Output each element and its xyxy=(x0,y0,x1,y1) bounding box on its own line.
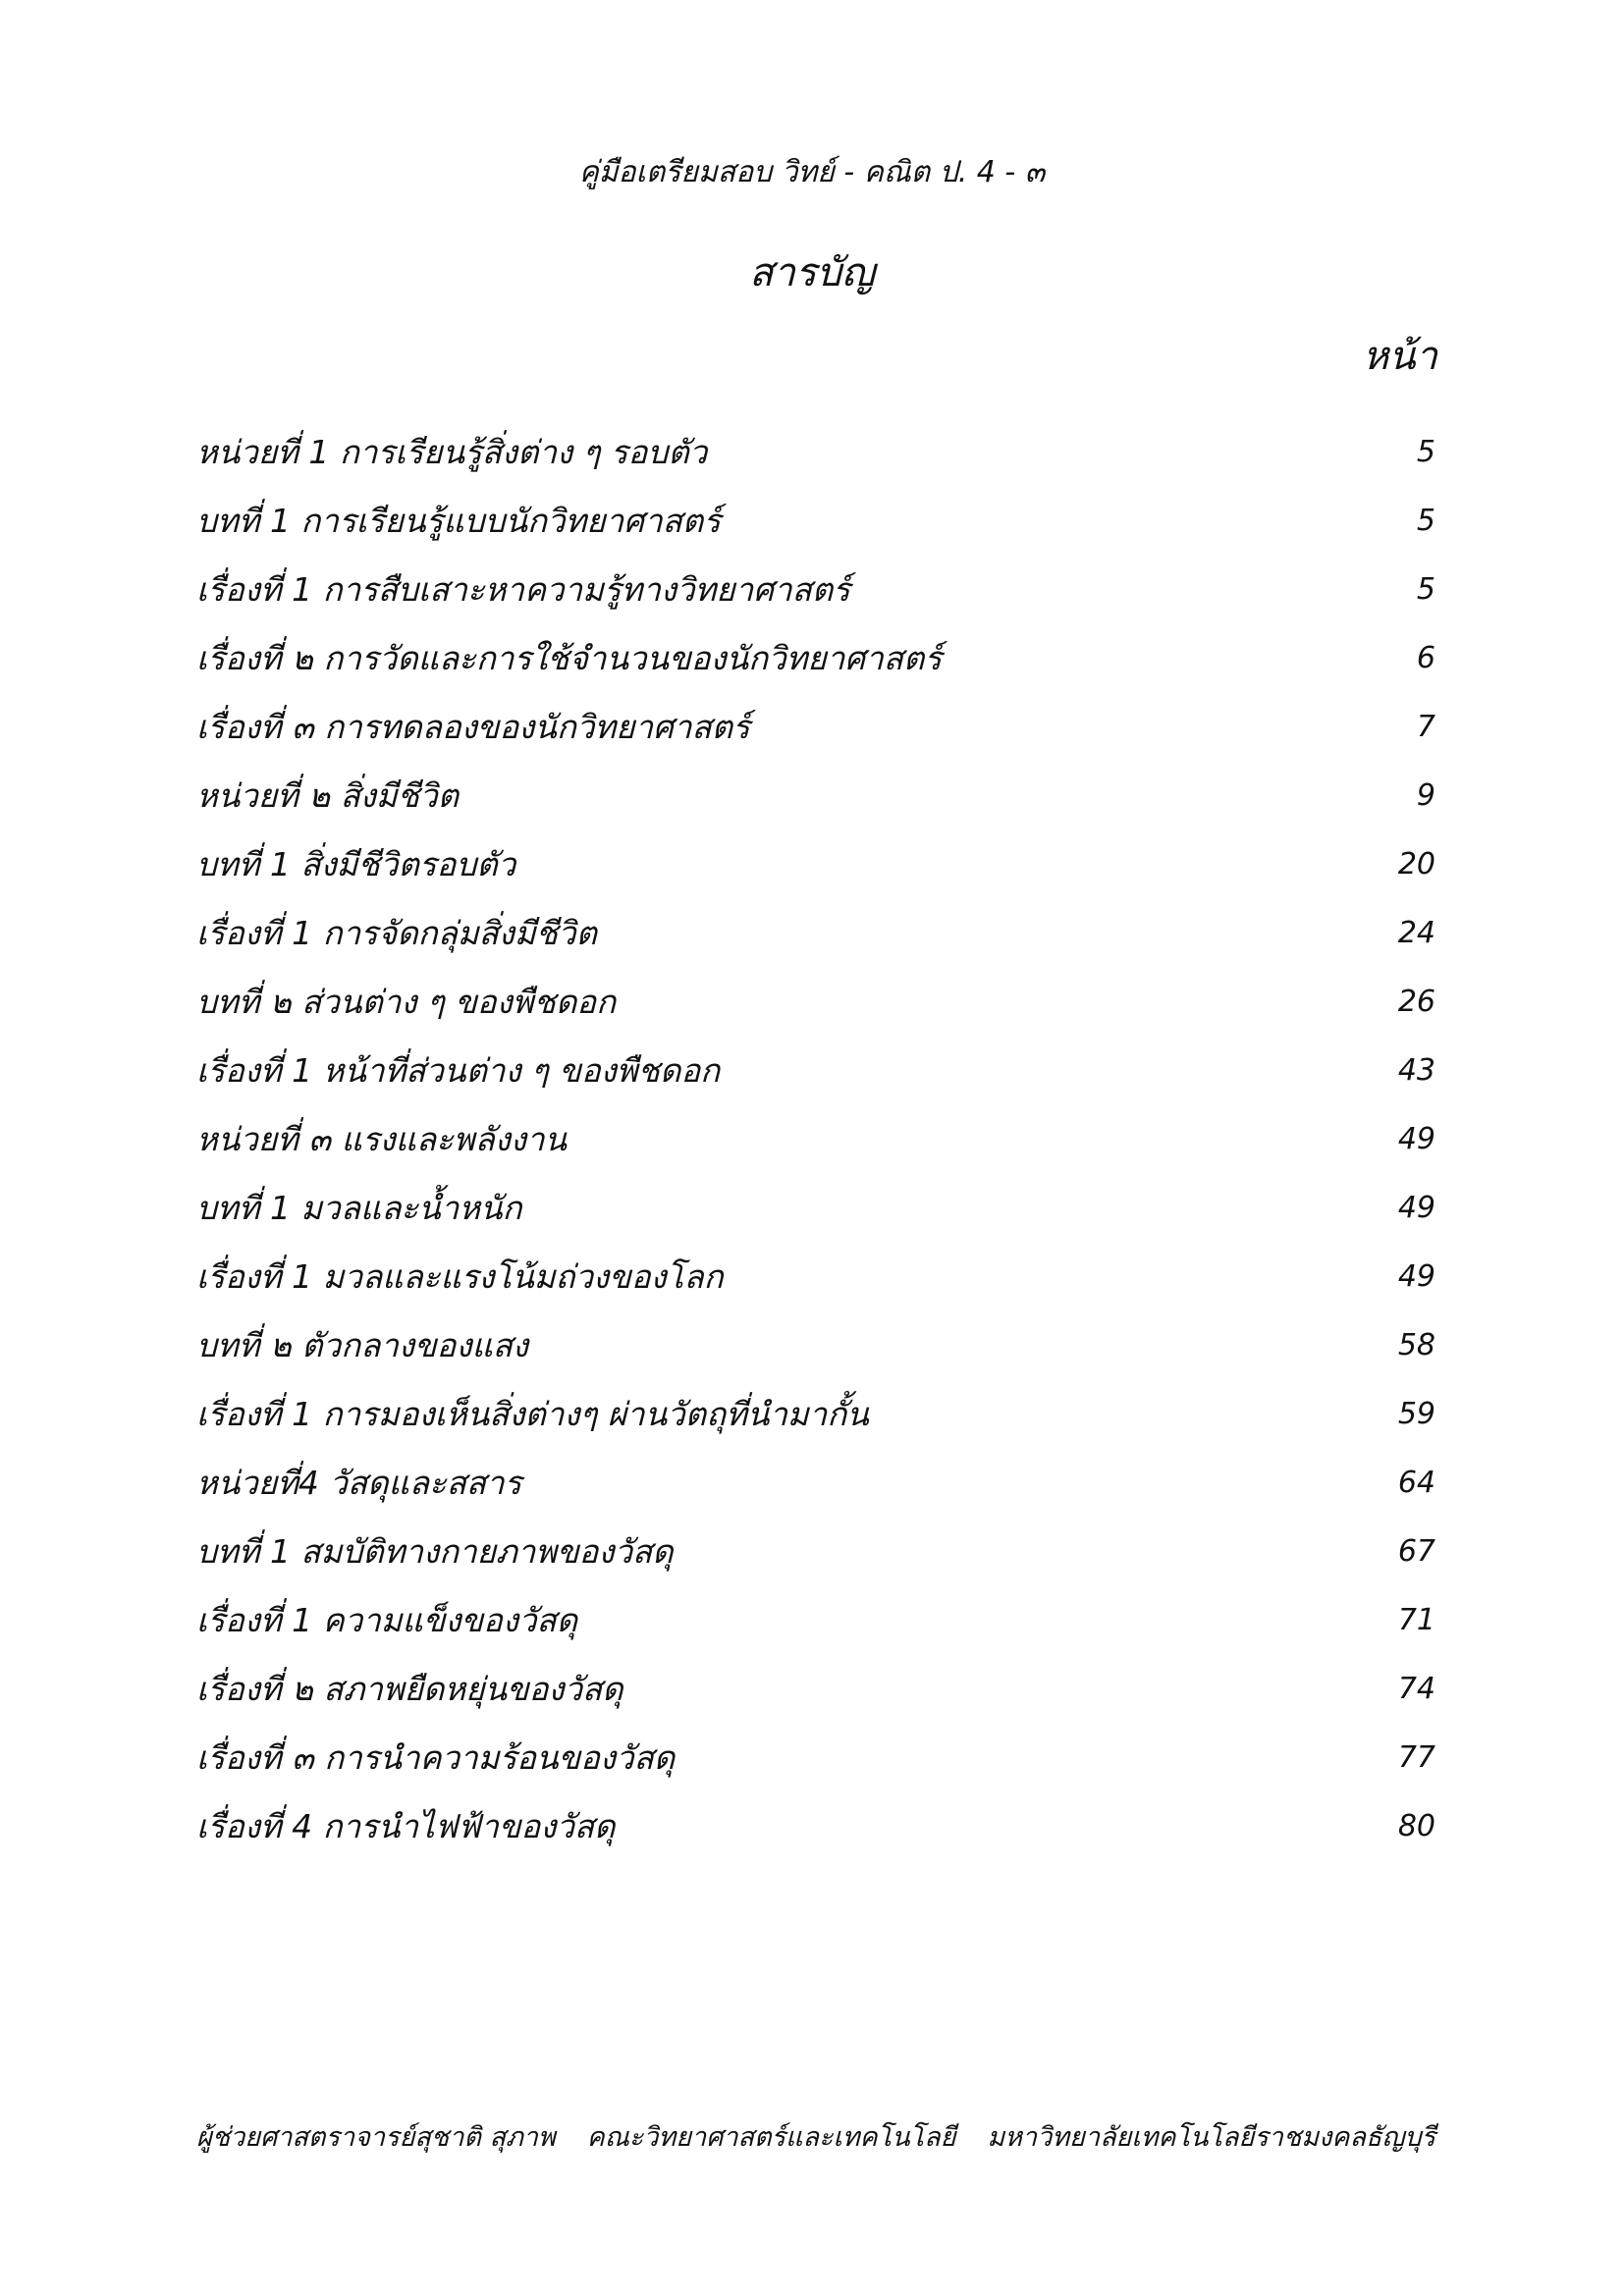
toc-entry-title: หน่วยที่ ๒ สิ่งมีชีวิต xyxy=(196,776,460,815)
toc-entry-title: เรื่องที่ ๓ การทดลองของนักวิทยาศาสตร์ xyxy=(196,708,750,746)
toc-entry-page: 58 xyxy=(1397,1328,1435,1362)
page-footer xyxy=(196,2115,1435,2158)
toc-entry-title: เรื่องที่ 1 การสืบเสาะหาความรู้ทางวิทยาศาสตร์ xyxy=(196,570,850,609)
toc-entry-page: 9 xyxy=(1416,778,1435,813)
toc-entry-page: 74 xyxy=(1397,1672,1435,1706)
toc-entry-page: 49 xyxy=(1397,1259,1435,1294)
toc-entry-title: หน่วยที่4 วัสดุและสสาร xyxy=(196,1464,522,1502)
toc-entry-page: 5 xyxy=(1416,504,1435,538)
toc-entry-title: เรื่องที่ 1 มวลและแรงโน้มถ่วงของโลก xyxy=(196,1257,724,1296)
toc-entry xyxy=(196,1797,1435,1866)
footer-author: ผู้ช่วยศาสตราจารย์สุชาติ สุภาพ xyxy=(196,2122,556,2153)
toc-entry-title: หน่วยที่ 1 การเรียนรู้สิ่งต่าง ๆ รอบตัว xyxy=(196,433,708,471)
toc-entry xyxy=(196,1454,1435,1522)
toc-entry-title: เรื่องที่ 1 ความแข็งของวัสดุ xyxy=(196,1601,578,1639)
toc-entry xyxy=(196,973,1435,1041)
toc-entry-title: บทที่ 1 สิ่งมีชีวิตรอบตัว xyxy=(196,845,516,883)
toc-entry-page: 49 xyxy=(1397,1191,1435,1225)
toc-entry xyxy=(196,1110,1435,1179)
toc-entry xyxy=(196,1591,1435,1660)
toc-entry-title: บทที่ 1 สมบัติทางกายภาพของวัสดุ xyxy=(196,1532,674,1571)
toc-entry-page: 80 xyxy=(1397,1809,1435,1843)
toc-entry xyxy=(196,492,1435,561)
toc-entry xyxy=(196,1660,1435,1729)
table-of-contents xyxy=(196,423,1435,1866)
toc-entry-page: 64 xyxy=(1397,1466,1435,1500)
toc-entry xyxy=(196,1385,1435,1454)
toc-entry-title: เรื่องที่ ๓ การนำความร้อนของวัสดุ xyxy=(196,1738,676,1777)
page-header: คู่มือเตรียมสอบ วิทย์ - คณิต ป. 4 - ๓ xyxy=(578,155,1046,189)
toc-entry-page: 7 xyxy=(1416,710,1435,744)
toc-entry-page: 67 xyxy=(1397,1534,1435,1569)
toc-entry-page: 6 xyxy=(1416,641,1435,675)
toc-entry-title: เรื่องที่ 1 หน้าที่ส่วนต่าง ๆ ของพืชดอก xyxy=(196,1051,721,1090)
toc-entry-page: 59 xyxy=(1397,1397,1435,1431)
toc-entry xyxy=(196,1041,1435,1110)
toc-entry xyxy=(196,767,1435,835)
toc-entry-title: บทที่ 1 มวลและน้ำหนัก xyxy=(196,1189,522,1227)
footer-faculty: คณะวิทยาศาสตร์และเทคโนโลยี xyxy=(586,2122,956,2153)
toc-entry xyxy=(196,1729,1435,1797)
toc-entry xyxy=(196,1179,1435,1248)
toc-entry-title: บทที่ 1 การเรียนรู้แบบนักวิทยาศาสตร์ xyxy=(196,502,721,540)
toc-entry xyxy=(196,1248,1435,1316)
toc-entry xyxy=(196,1316,1435,1385)
toc-entry-title: บทที่ ๒ ส่วนต่าง ๆ ของพืชดอก xyxy=(196,983,617,1021)
page-title: สารบัญ xyxy=(749,250,875,295)
toc-entry-title: บทที่ ๒ ตัวกลางของแสง xyxy=(196,1326,529,1364)
toc-entry xyxy=(196,629,1435,698)
toc-entry-title: เรื่องที่ 1 การมองเห็นสิ่งต่างๆ ผ่านวัตถุที่นำมากั้น xyxy=(196,1395,869,1433)
toc-entry-page: 71 xyxy=(1397,1603,1435,1637)
toc-entry-page: 20 xyxy=(1397,847,1435,881)
toc-entry-page: 5 xyxy=(1416,435,1435,469)
toc-entry-title: เรื่องที่ ๒ สภาพยืดหยุ่นของวัสดุ xyxy=(196,1670,623,1708)
toc-entry xyxy=(196,904,1435,973)
toc-entry xyxy=(196,1522,1435,1591)
page-column-label: หน้า xyxy=(1362,334,1437,379)
toc-entry-page: 5 xyxy=(1416,572,1435,607)
toc-entry xyxy=(196,835,1435,904)
toc-entry-title: เรื่องที่ 4 การนำไฟฟ้าของวัสดุ xyxy=(196,1807,616,1845)
toc-entry-page: 49 xyxy=(1397,1122,1435,1156)
toc-entry-page: 24 xyxy=(1397,916,1435,950)
toc-entry-page: 26 xyxy=(1397,985,1435,1019)
footer-university: มหาวิทยาลัยเทคโนโลยีราชมงคลธัญบุรี xyxy=(987,2122,1435,2153)
toc-entry-title: หน่วยที่ ๓ แรงและพลังงาน xyxy=(196,1120,568,1158)
toc-entry-title: เรื่องที่ 1 การจัดกลุ่มสิ่งมีชีวิต xyxy=(196,914,597,952)
toc-entry xyxy=(196,698,1435,767)
toc-entry xyxy=(196,561,1435,629)
toc-entry-title: เรื่องที่ ๒ การวัดและการใช้จำนวนของนักวิทยาศาสตร์ xyxy=(196,639,943,677)
toc-entry-page: 77 xyxy=(1397,1740,1435,1775)
toc-entry-page: 43 xyxy=(1397,1053,1435,1088)
toc-entry xyxy=(196,423,1435,492)
